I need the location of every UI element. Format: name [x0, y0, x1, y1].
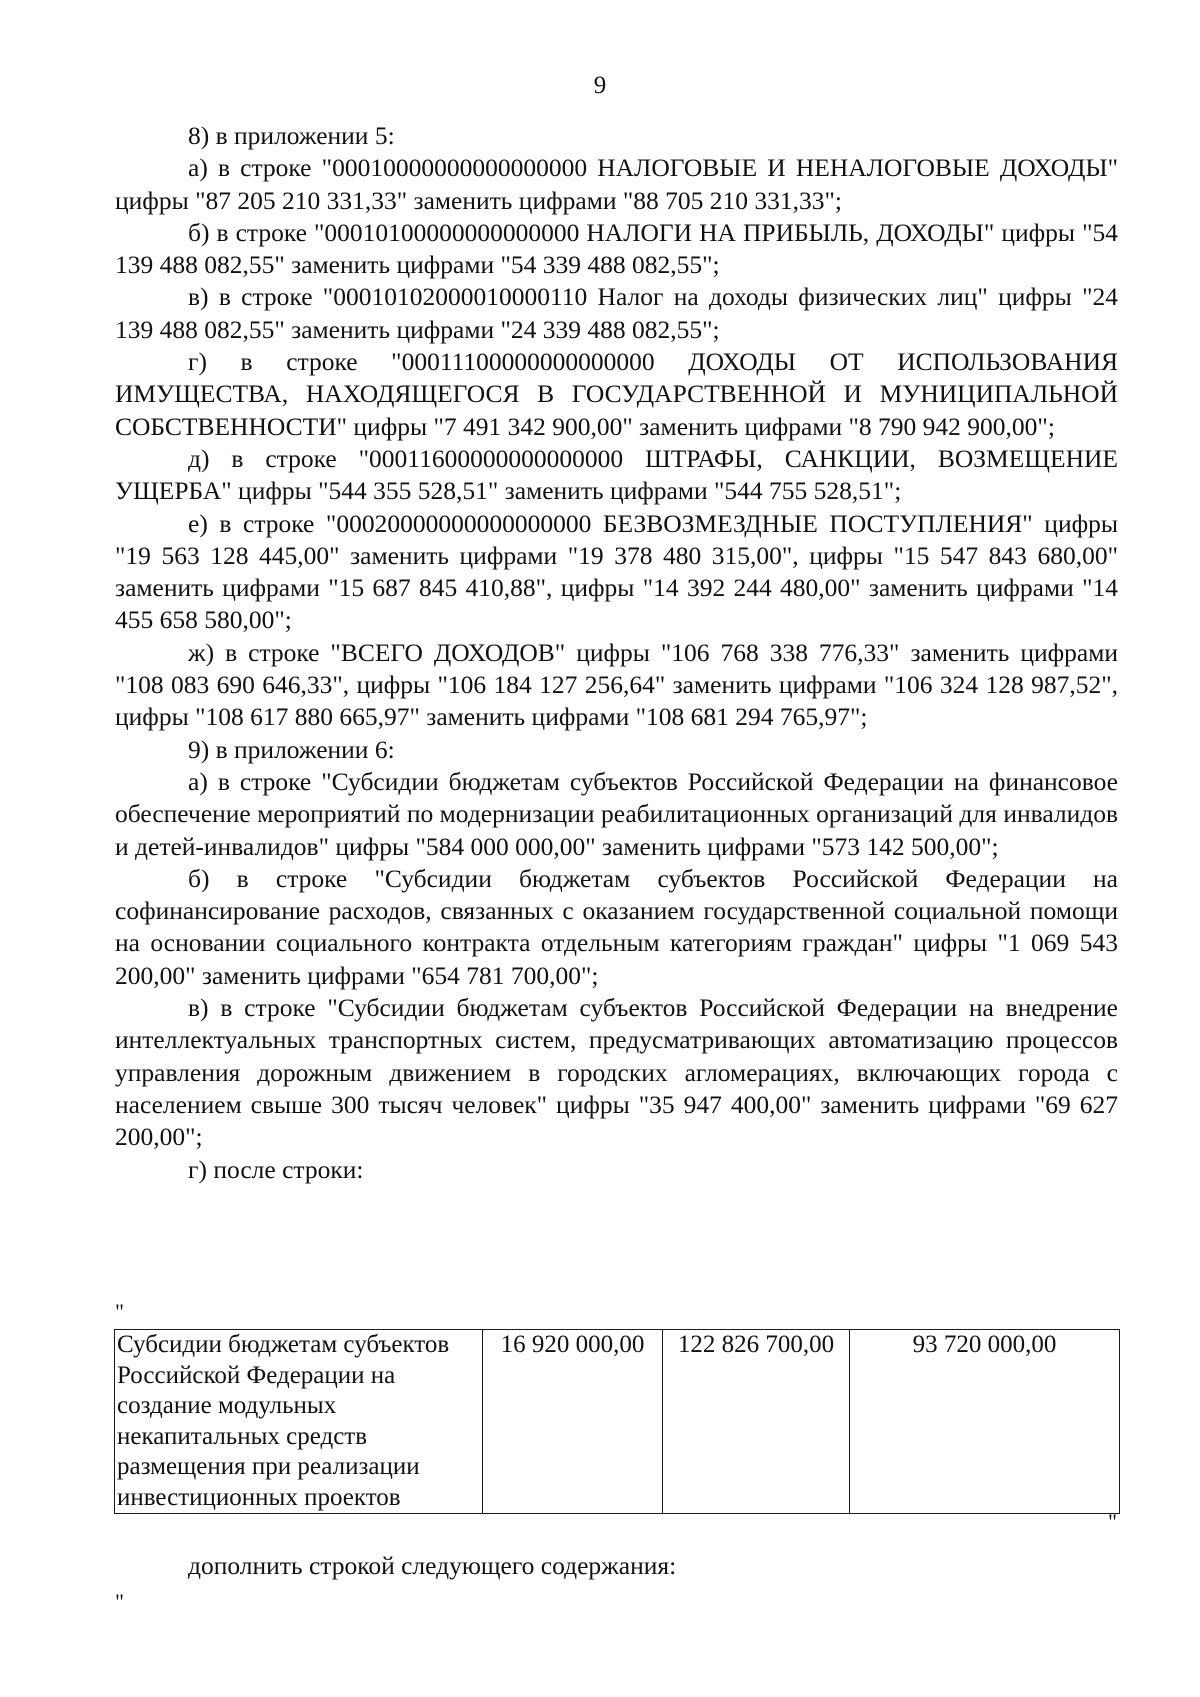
- closing-quote-mark: ": [1108, 1509, 1117, 1534]
- opening-quote-mark: ": [115, 1299, 124, 1324]
- paragraph: е) в строке "00020000000000000000 БЕЗВОЗМЕЗДНЫЕ ПОСТУПЛЕНИЯ" цифры "19 563 128 445,00" заменить цифрами "19 378 480 315,00", цифры "15 547 843 680,00" заменить цифрами "15 687 845 410,88", цифры "14 392 244 480,00" заменить цифрами "14 455 658 580,00";: [115, 508, 1118, 635]
- subsidy-table: [114, 1329, 1120, 1514]
- subsidy-name-line: Российской Федерации на: [117, 1361, 396, 1389]
- value-cell-2: 122 826 700,00: [663, 1330, 850, 1514]
- paragraph: г) в строке "00011100000000000000 ДОХОДЫ ОТ ИСПОЛЬЗОВАНИЯ ИМУЩЕСТВА, НАХОДЯЩЕГОСЯ В ГОСУДАРСТВЕННОЙ И МУНИЦИПАЛЬНОЙ СОБСТВЕННОСТИ" цифры "7 491 342 900,00" заменить цифрами "8 790 942 900,00";: [115, 347, 1118, 441]
- subsidy-name-line: Субсидии бюджетам субъектов: [117, 1331, 450, 1358]
- subsidy-name-line: размещения при реализации: [117, 1453, 420, 1480]
- value-cell-1: 16 920 000,00: [483, 1330, 663, 1514]
- closing-instruction: дополнить строкой следующего содержания:: [188, 1551, 677, 1580]
- table-row: [115, 1330, 1120, 1514]
- value-cell-3: 93 720 000,00: [850, 1330, 1120, 1514]
- paragraph: 8) в приложении 5:: [188, 121, 395, 150]
- opening-quote-mark-2: ": [115, 1589, 124, 1614]
- paragraph: г) после строки:: [188, 1154, 364, 1184]
- paragraph: в) в строке "00010102000010000110 Налог на доходы физических лиц" цифры "24 139 488 082,55" заменить цифрами "24 339 488 082,55";: [115, 282, 1118, 344]
- paragraph: а) в строке "00010000000000000000 НАЛОГОВЫЕ И НЕНАЛОГОВЫЕ ДОХОДЫ" цифры "87 205 210 331,33" заменить цифрами "88 705 210 331,33";: [115, 153, 1118, 215]
- subsidy-name-line: некапитальных средств: [117, 1422, 368, 1450]
- document-body: [115, 120, 1118, 1186]
- paragraph: д) в строке "00011600000000000000 ШТРАФЫ, САНКЦИИ, ВОЗМЕЩЕНИЕ УЩЕРБА" цифры "544 355 528,51" заменить цифрами "544 755 528,51";: [115, 443, 1118, 506]
- subsidy-name-line: инвестиционных проектов: [117, 1483, 401, 1511]
- paragraph: ж) в строке "ВСЕГО ДОХОДОВ" цифры "106 768 338 776,33" заменить цифрами "108 083 690 646,33", цифры "106 184 127 256,64" заменить цифрами "106 324 128 987,52", цифры "108 617 880 665,97" заменить цифрами "108 681 294 765,97";: [115, 637, 1118, 732]
- paragraph: 9) в приложении 6:: [188, 734, 395, 764]
- paragraph: в) в строке "Субсидии бюджетам субъектов Российской Федерации на внедрение интеллектуальных транспортных систем, предусматривающих автоматизацию процессов управления дорожным движением в городских агломерациях, включающих города с населением свыше 300 тысяч человек" цифры "35 947 400,00" заменить цифрами "69 627 200,00";: [115, 993, 1118, 1152]
- paragraph: а) в строке "Субсидии бюджетам субъектов Российской Федерации на финансовое обеспечение мероприятий по модернизации реабилитационных организаций для инвалидов и детей-инвалидов" цифры "584 000 000,00" заменить цифрами "573 142 500,00";: [115, 766, 1118, 861]
- page-number: 9: [593, 72, 607, 99]
- paragraph: б) в строке "00010100000000000000 НАЛОГИ НА ПРИБЫЛЬ, ДОХОДЫ" цифры "54 139 488 082,55" заменить цифрами "54 339 488 082,55";: [115, 217, 1118, 280]
- paragraph: б) в строке "Субсидии бюджетам субъектов Российской Федерации на софинансирование расходов, связанных с оказанием государственной социальной помощи на основании социального контракта отдельным категориям граждан" цифры "1 069 543 200,00" заменить цифрами "654 781 700,00";: [115, 863, 1118, 990]
- subsidy-name-line: создание модульных: [117, 1392, 337, 1419]
- subsidy-name-cell: [115, 1330, 483, 1514]
